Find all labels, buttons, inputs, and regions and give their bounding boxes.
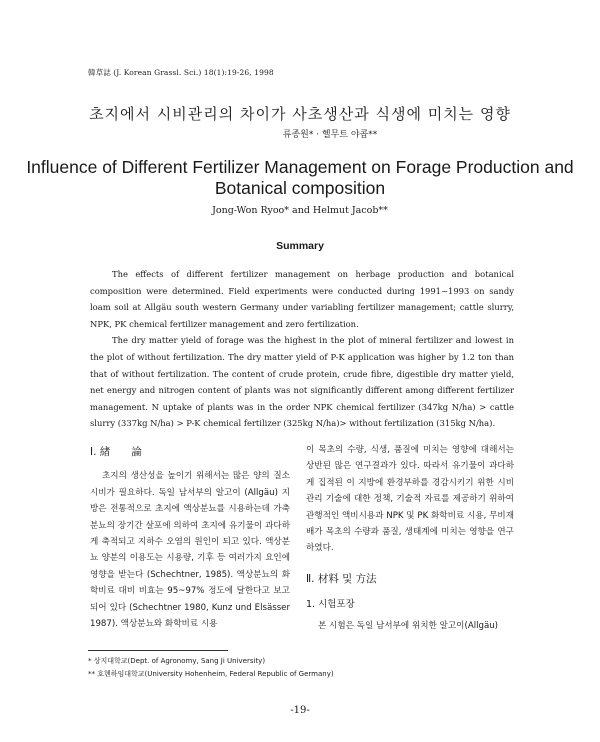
korean-title: 초지에서 시비관리의 차이가 사초생산과 식생에 미치는 영향 bbox=[89, 105, 511, 123]
field-site-text: 본 시험은 독일 남서부에 위치한 알고이(Allgäu) bbox=[318, 620, 499, 631]
summary-heading: Summary bbox=[276, 240, 324, 252]
summary-paragraph-2: The dry matter yield of forage was the highest in the plot of mineral fertilizer and lowest in the plot of without fertilization. The dry matter yield of P-K application was higher by 1.2 ton than that of without fertilization. The content of crude protein, crude fibre, digestible dry matter yield, net energy and nitrogen content of plants was not significantly different among different fertilizer management. N uptake of plants was in the order NPK chemical fertilizer (347kg N/ha) > cattle slurry (337kg N/ha) > P-K chemical fertilizer (325kg N/ha)> without fertilization (315kg N/ha). bbox=[90, 335, 514, 429]
footnotes bbox=[88, 655, 334, 680]
summary-abstract bbox=[90, 266, 514, 432]
english-title: Influence of Different Fertilizer Management on Forage Production and Botanical composition bbox=[26, 157, 574, 198]
methods-heading: Ⅱ. 材料 및 方法 bbox=[306, 572, 377, 585]
introduction-text: 초지의 생산성을 높이기 위해서는 많은 양의 질소시비가 필요하다. 독일 남서부의 알고이 (Allgäu) 지방은 전통적으로 초지에 액상분뇨를 시용하는데 가축분뇨의 장기간 살포에 의하여 초지에 유기물이 과다하게 축적되고 지하수 오염의 원인이 되고 있다. 액상분뇨 양분의 이용도는 시용량, 기후 등 여러가지 요인에 영향을 받는다 (Schechtner, 1985). 액상분뇨의 화학비료 대비 비효는 95~97% 정도에 달한다고 보고되어 있다 (Schechtner 1980, Kunz und Elsässer 1987). 액상분뇨와 화학비료 시용 bbox=[90, 471, 290, 630]
field-site-heading: 1. 시험포장 bbox=[306, 599, 355, 611]
right-column bbox=[306, 442, 514, 634]
introduction-continued: 이 목초의 수량, 식생, 품질에 미치는 영향에 대해서는 상반된 많은 연구결과가 있다. 따라서 유기물이 과다하게 집적된 이 지방에 환경부하를 경감시키기 위한 시비관리 기술에 대한 정책, 기술적 자료를 제공하기 위하여 관행적인 액비시용과 NPK 및 PK 화학비료 시용, 무비재배가 목초의 수량과 품질, 생태계에 미치는 영향을 연구하였다. bbox=[306, 445, 514, 554]
footnote-affiliation-1: * 상지대학교(Dept. of Agronomy, Sang Ji University) bbox=[88, 657, 266, 665]
page-number: -19- bbox=[290, 705, 310, 716]
summary-paragraph-1: The effects of different fertilizer management on herbage production and botanical composition were determined. Field experiments were conducted during 1991~1993 on sandy loam soil at Allgäu south western Germany under variabling fertilizer management; cattle slurry, NPK, PK chemical fertilizer management and zero fertilization. bbox=[90, 269, 514, 329]
journal-citation: 韓草誌 (J. Korean Grassl. Sci.) 18(1):19-26, 1998 bbox=[88, 68, 274, 77]
left-column bbox=[90, 444, 290, 632]
english-authors: Jong-Won Ryoo* and Helmut Jacob** bbox=[212, 205, 388, 216]
footnote-divider bbox=[88, 650, 228, 651]
footnote-affiliation-2: ** 호헨하임대학교(University Hohenheim, Federal Republic of Germany) bbox=[88, 669, 334, 678]
korean-authors: 류종원* · 헬무트 야콥** bbox=[282, 130, 378, 140]
introduction-heading: Ⅰ. 緖 論 bbox=[90, 446, 142, 458]
